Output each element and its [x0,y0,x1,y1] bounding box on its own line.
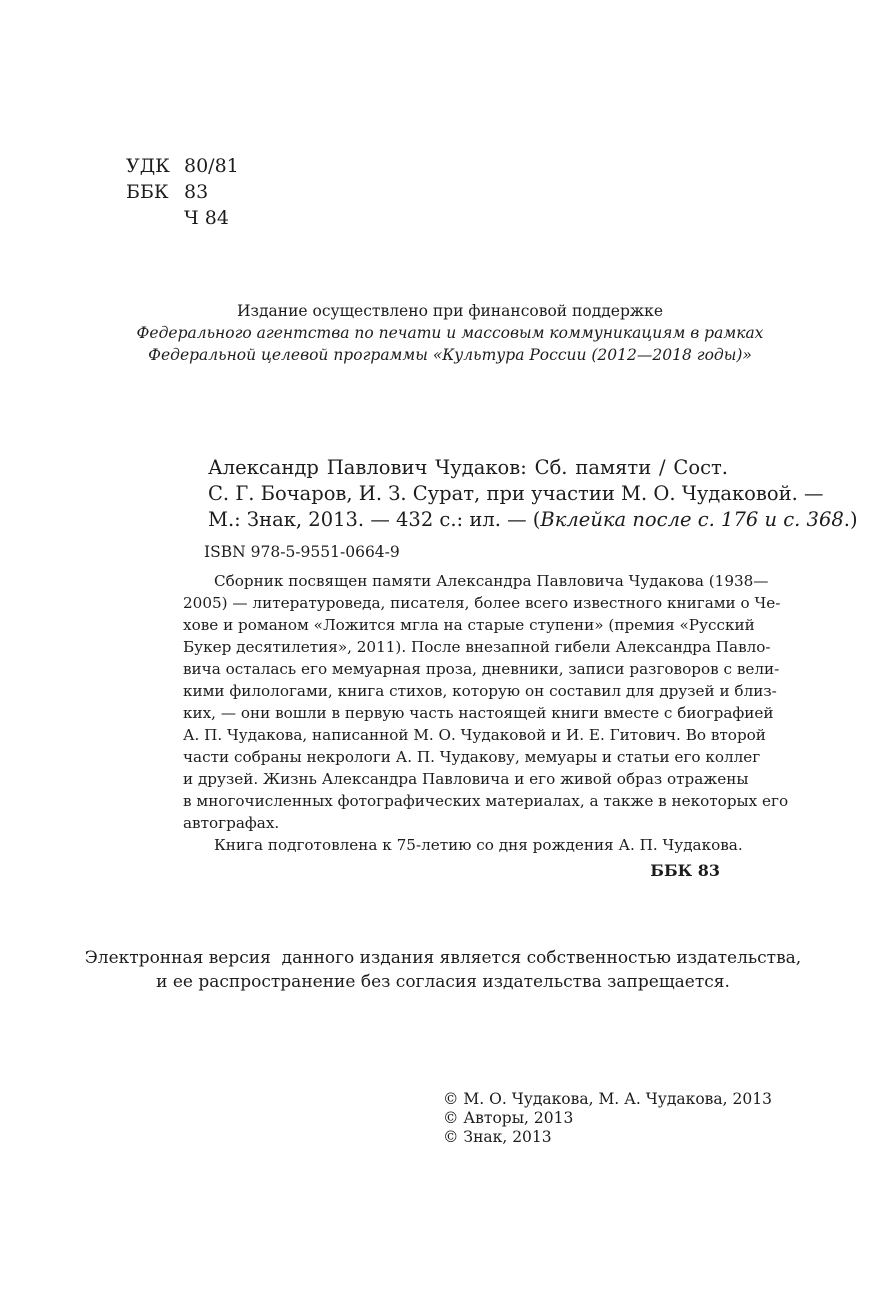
notice-line-2: и ее распространение без согласия издательства запрещается. [156,972,730,992]
abstract-line: автографах. [183,814,280,832]
notice-line-1: Электронная версия данного издания является собственностью издательства, [84,948,802,968]
biblio-line-1: Александр Павлович Чудаков: Сб. памяти / Сост. [208,456,728,479]
biblio-close: .) [843,508,858,531]
udc-label: УДК [126,155,170,177]
copyright-block [443,1090,772,1147]
isbn: ISBN 978-5-9551-0664-9 [204,543,400,561]
udc-row [126,153,239,179]
electronic-version-notice [60,946,826,994]
abstract-line: вича осталась его мемуарная проза, дневники, записи разговоров с вели- [183,660,780,678]
author-mark-value: Ч 84 [184,207,229,229]
copyright-line: © М. О. Чудакова, М. А. Чудакова, 2013 [443,1090,772,1108]
author-mark-label [126,205,184,231]
abstract-line: в многочисленных фотографических материалах, а также в некоторых его [183,792,789,810]
biblio-insert-note: Вклейка после с. 176 и с. 368 [540,508,844,531]
bbk-index: ББК 83 [650,861,720,880]
abstract-closing: Книга подготовлена к 75-летию со дня рождения А. П. Чудакова. [214,836,743,854]
abstract-line: хове и романом «Ложится мгла на старые ступени» (премия «Русский [183,616,755,634]
biblio-imprint: М.: Знак, 2013. — 432 с.: ил. — ( [208,508,541,531]
author-mark-row [126,205,239,231]
bibliographic-record [208,455,858,533]
abstract [183,570,789,856]
copyright-line: © Авторы, 2013 [443,1109,574,1127]
funding-notice [130,300,770,366]
bbk-label: ББК [126,181,169,203]
funding-line-2: Федерального агентства по печати и массовым коммуникациям в рамках [136,324,764,342]
copyright-line: © Знак, 2013 [443,1128,552,1146]
bbk-row [126,179,239,205]
funding-line-1: Издание осуществлено при финансовой поддержке [237,302,663,320]
abstract-line: и друзей. Жизнь Александра Павловича и его живой образ отражены [183,770,749,788]
udc-value: 80/81 [184,155,239,177]
biblio-line-3 [208,507,858,533]
abstract-line: части собраны некрологи А. П. Чудакову, мемуары и статьи его коллег [183,748,761,766]
biblio-line-2: С. Г. Бочаров, И. З. Сурат, при участии М. О. Чудаковой. — [208,482,824,505]
abstract-line: ких, — они вошли в первую часть настоящей книги вместе с биографией [183,704,774,722]
abstract-line: 2005) — литературоведа, писателя, более всего известного книгами о Че- [183,594,781,612]
abstract-line: Сборник посвящен памяти Александра Павловича Чудакова (1938— [214,572,769,590]
abstract-line: кими филологами, книга стихов, которую он составил для друзей и близ- [183,682,777,700]
funding-line-3: Федеральной целевой программы «Культура России (2012—2018 годы)» [148,346,752,364]
abstract-line: А. П. Чудакова, написанной М. О. Чудаковой и И. Е. Гитович. Во второй [183,726,766,744]
classification-block [126,153,239,231]
bbk-value: 83 [184,181,209,203]
abstract-line: Букер десятилетия», 2011). После внезапной гибели Александра Павло- [183,638,771,656]
